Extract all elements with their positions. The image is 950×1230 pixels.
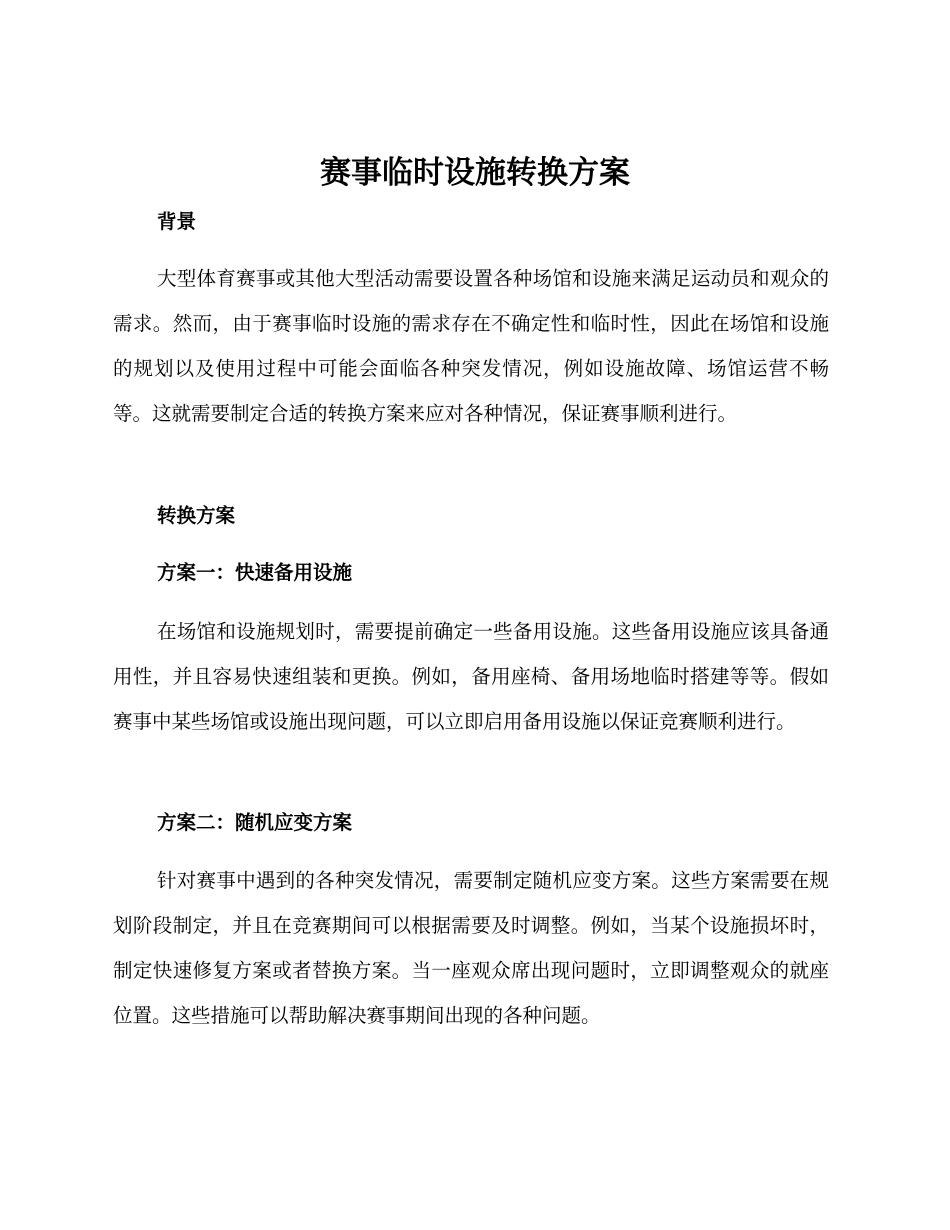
section-heading-conversion: 转换方案 [157,504,236,527]
document-title: 赛事临时设施转换方案 [320,155,630,191]
background-paragraph: 大型体育赛事或其他大型活动需要设置各种场馆和设施来满足运动员和观众的需求。然而，由于赛事临时设施的需求存在不确定性和临时性，因此在场馆和设施的规划以及使用过程中可能会面临各种突发情况，例如设施故障、场馆运营不畅等。这就需要制定合适的转换方案来应对各种情况，保证赛事顺利进行。 [113,267,829,425]
section-heading-plan-two: 方案二：随机应变方案 [157,811,353,834]
plan-one-paragraph: 在场馆和设施规划时，需要提前确定一些备用设施。这些备用设施应该具备通用性，并且容易快速组装和更换。例如，备用座椅、备用场地临时搭建等等。假如赛事中某些场馆或设施出现问题，可以立即启用备用设施以保证竞赛顺利进行。 [113,620,829,733]
section-heading-background: 背景 [157,210,197,233]
plan-two-paragraph: 针对赛事中遇到的各种突发情况，需要制定随机应变方案。这些方案需要在规划阶段制定，并且在竞赛期间可以根据需要及时调整。例如，当某个设施损坏时，制定快速修复方案或者替换方案。当一座观众席出现问题时，立即调整观众的就座位置。这些措施可以帮助解决赛事期间出现的各种问题。 [113,869,829,1027]
section-heading-plan-one: 方案一：快速备用设施 [157,561,353,584]
